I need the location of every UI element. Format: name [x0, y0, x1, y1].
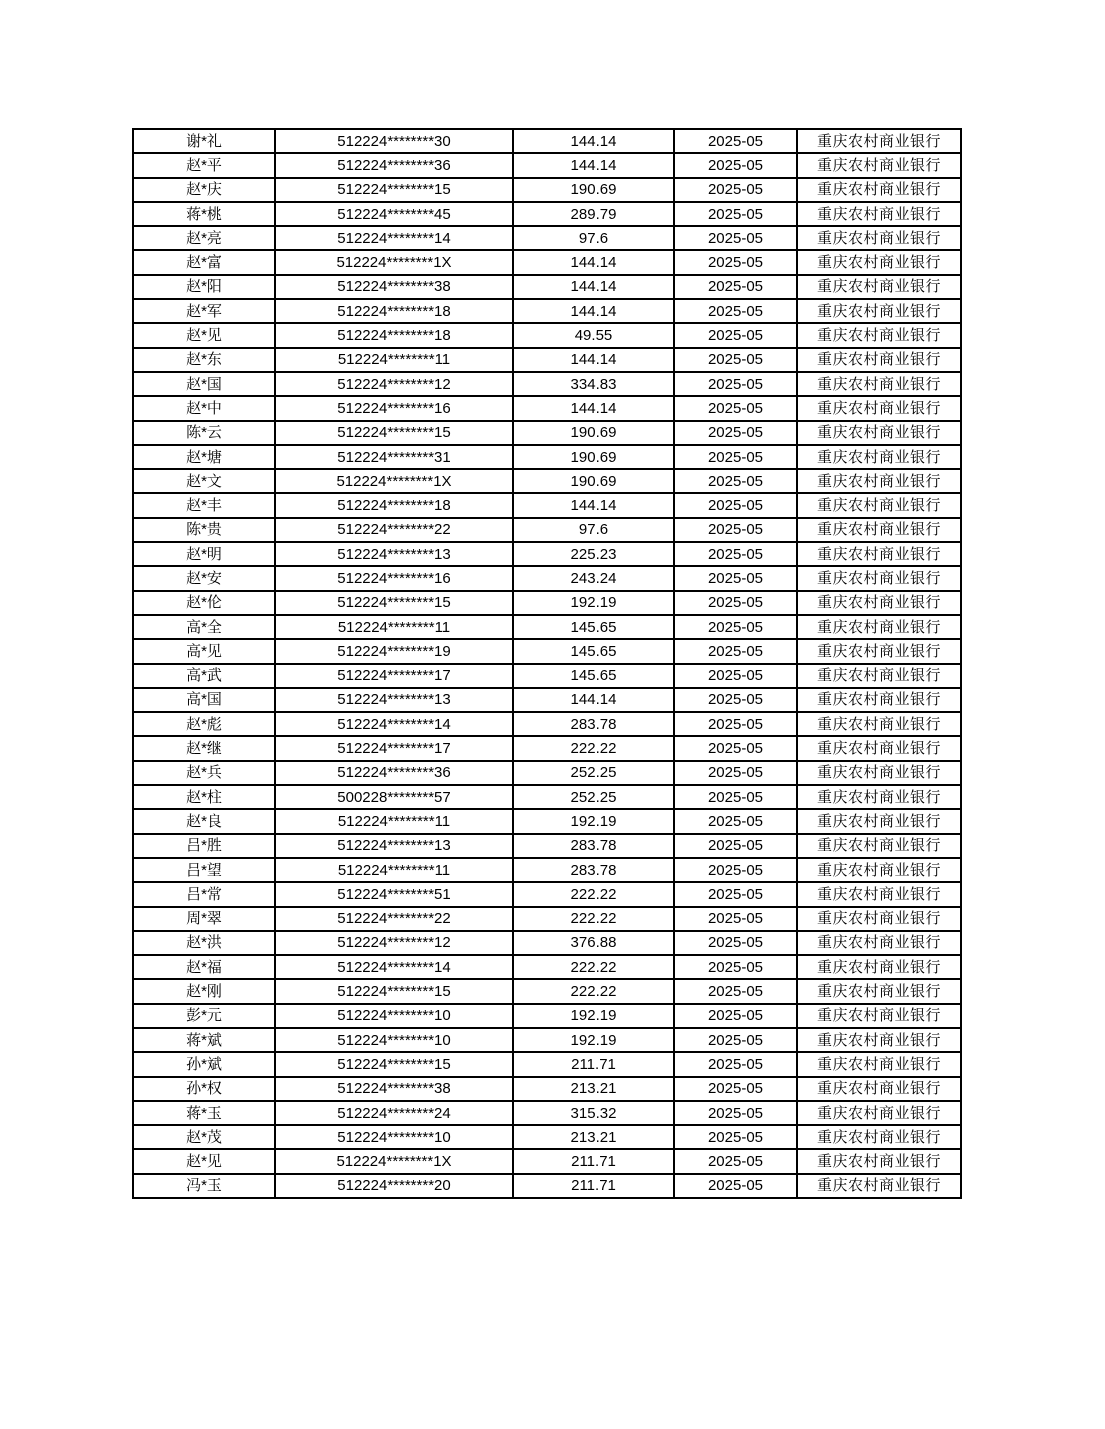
cell-bank: 重庆农村商业银行 [797, 1052, 961, 1076]
cell-id_masked: 512224********13 [275, 688, 513, 712]
cell-bank: 重庆农村商业银行 [797, 1028, 961, 1052]
cell-month: 2025-05 [674, 1174, 797, 1198]
cell-amount: 213.21 [513, 1077, 674, 1101]
cell-month: 2025-05 [674, 1077, 797, 1101]
cell-id_masked: 512224********36 [275, 761, 513, 785]
cell-bank: 重庆农村商业银行 [797, 396, 961, 420]
table-row [133, 129, 961, 153]
cell-id_masked: 512224********18 [275, 299, 513, 323]
cell-id_masked: 512224********17 [275, 736, 513, 760]
cell-month: 2025-05 [674, 518, 797, 542]
table-row [133, 979, 961, 1003]
cell-bank: 重庆农村商业银行 [797, 639, 961, 663]
cell-bank: 重庆农村商业银行 [797, 615, 961, 639]
table-row [133, 226, 961, 250]
cell-amount: 222.22 [513, 979, 674, 1003]
table-row [133, 323, 961, 347]
cell-name: 孙*斌 [133, 1052, 275, 1076]
cell-amount: 144.14 [513, 153, 674, 177]
cell-amount: 144.14 [513, 250, 674, 274]
cell-name: 蒋*玉 [133, 1101, 275, 1125]
cell-name: 赵*军 [133, 299, 275, 323]
table-row [133, 518, 961, 542]
cell-month: 2025-05 [674, 688, 797, 712]
cell-name: 赵*平 [133, 153, 275, 177]
table-row [133, 299, 961, 323]
cell-month: 2025-05 [674, 591, 797, 615]
cell-bank: 重庆农村商业银行 [797, 761, 961, 785]
cell-id_masked: 512224********12 [275, 372, 513, 396]
cell-month: 2025-05 [674, 1028, 797, 1052]
cell-amount: 144.14 [513, 396, 674, 420]
table-row [133, 202, 961, 226]
cell-name: 赵*福 [133, 955, 275, 979]
cell-amount: 145.65 [513, 639, 674, 663]
cell-name: 高*武 [133, 664, 275, 688]
cell-amount: 376.88 [513, 931, 674, 955]
cell-amount: 225.23 [513, 542, 674, 566]
cell-bank: 重庆农村商业银行 [797, 275, 961, 299]
table-row [133, 1174, 961, 1198]
table-row [133, 275, 961, 299]
cell-amount: 144.14 [513, 688, 674, 712]
cell-bank: 重庆农村商业银行 [797, 493, 961, 517]
cell-bank: 重庆农村商业银行 [797, 299, 961, 323]
cell-name: 孙*权 [133, 1077, 275, 1101]
cell-id_masked: 512224********11 [275, 809, 513, 833]
cell-name: 高*国 [133, 688, 275, 712]
cell-bank: 重庆农村商业银行 [797, 542, 961, 566]
table-row [133, 1125, 961, 1149]
cell-name: 赵*庆 [133, 178, 275, 202]
cell-id_masked: 512224********15 [275, 178, 513, 202]
cell-month: 2025-05 [674, 372, 797, 396]
cell-name: 蒋*斌 [133, 1028, 275, 1052]
cell-name: 吕*胜 [133, 834, 275, 858]
cell-amount: 144.14 [513, 348, 674, 372]
cell-id_masked: 512224********18 [275, 323, 513, 347]
cell-amount: 289.79 [513, 202, 674, 226]
cell-bank: 重庆农村商业银行 [797, 834, 961, 858]
cell-bank: 重庆农村商业银行 [797, 226, 961, 250]
cell-month: 2025-05 [674, 202, 797, 226]
cell-amount: 190.69 [513, 421, 674, 445]
cell-bank: 重庆农村商业银行 [797, 979, 961, 1003]
cell-amount: 97.6 [513, 518, 674, 542]
cell-bank: 重庆农村商业银行 [797, 1004, 961, 1028]
cell-id_masked: 512224********24 [275, 1101, 513, 1125]
cell-month: 2025-05 [674, 955, 797, 979]
cell-id_masked: 512224********16 [275, 566, 513, 590]
cell-name: 赵*伦 [133, 591, 275, 615]
cell-name: 陈*云 [133, 421, 275, 445]
cell-amount: 144.14 [513, 129, 674, 153]
cell-id_masked: 512224********31 [275, 445, 513, 469]
cell-amount: 211.71 [513, 1149, 674, 1173]
table-row [133, 153, 961, 177]
cell-bank: 重庆农村商业银行 [797, 664, 961, 688]
cell-bank: 重庆农村商业银行 [797, 129, 961, 153]
cell-name: 赵*柱 [133, 785, 275, 809]
cell-bank: 重庆农村商业银行 [797, 372, 961, 396]
cell-month: 2025-05 [674, 858, 797, 882]
cell-month: 2025-05 [674, 129, 797, 153]
cell-bank: 重庆农村商业银行 [797, 445, 961, 469]
cell-bank: 重庆农村商业银行 [797, 931, 961, 955]
cell-id_masked: 512224********16 [275, 396, 513, 420]
cell-month: 2025-05 [674, 1101, 797, 1125]
cell-name: 高*全 [133, 615, 275, 639]
cell-id_masked: 512224********12 [275, 931, 513, 955]
cell-id_masked: 500228********57 [275, 785, 513, 809]
cell-name: 吕*常 [133, 882, 275, 906]
table-row [133, 615, 961, 639]
cell-id_masked: 512224********10 [275, 1125, 513, 1149]
cell-month: 2025-05 [674, 615, 797, 639]
cell-id_masked: 512224********15 [275, 979, 513, 1003]
cell-bank: 重庆农村商业银行 [797, 178, 961, 202]
cell-amount: 49.55 [513, 323, 674, 347]
cell-month: 2025-05 [674, 469, 797, 493]
cell-amount: 144.14 [513, 493, 674, 517]
cell-amount: 213.21 [513, 1125, 674, 1149]
cell-name: 赵*洪 [133, 931, 275, 955]
table-row [133, 955, 961, 979]
cell-id_masked: 512224********14 [275, 955, 513, 979]
cell-amount: 190.69 [513, 445, 674, 469]
cell-month: 2025-05 [674, 275, 797, 299]
cell-id_masked: 512224********20 [275, 1174, 513, 1198]
cell-name: 彭*元 [133, 1004, 275, 1028]
cell-name: 陈*贵 [133, 518, 275, 542]
table-row [133, 445, 961, 469]
cell-id_masked: 512224********11 [275, 615, 513, 639]
cell-bank: 重庆农村商业银行 [797, 421, 961, 445]
cell-amount: 222.22 [513, 907, 674, 931]
cell-id_masked: 512224********38 [275, 1077, 513, 1101]
cell-amount: 222.22 [513, 882, 674, 906]
cell-bank: 重庆农村商业银行 [797, 955, 961, 979]
cell-amount: 144.14 [513, 299, 674, 323]
cell-id_masked: 512224********30 [275, 129, 513, 153]
cell-bank: 重庆农村商业银行 [797, 882, 961, 906]
cell-id_masked: 512224********13 [275, 834, 513, 858]
table-row [133, 493, 961, 517]
cell-bank: 重庆农村商业银行 [797, 1125, 961, 1149]
cell-name: 赵*安 [133, 566, 275, 590]
cell-name: 赵*刚 [133, 979, 275, 1003]
cell-id_masked: 512224********17 [275, 664, 513, 688]
cell-name: 赵*亮 [133, 226, 275, 250]
cell-id_masked: 512224********13 [275, 542, 513, 566]
table-row [133, 931, 961, 955]
cell-id_masked: 512224********45 [275, 202, 513, 226]
table-row [133, 542, 961, 566]
cell-amount: 190.69 [513, 469, 674, 493]
cell-name: 赵*明 [133, 542, 275, 566]
cell-month: 2025-05 [674, 834, 797, 858]
table-row [133, 858, 961, 882]
cell-id_masked: 512224********1X [275, 469, 513, 493]
cell-month: 2025-05 [674, 445, 797, 469]
cell-bank: 重庆农村商业银行 [797, 907, 961, 931]
table-row [133, 566, 961, 590]
cell-month: 2025-05 [674, 712, 797, 736]
cell-name: 赵*见 [133, 323, 275, 347]
table-row [133, 1052, 961, 1076]
cell-month: 2025-05 [674, 566, 797, 590]
cell-bank: 重庆农村商业银行 [797, 323, 961, 347]
cell-month: 2025-05 [674, 299, 797, 323]
cell-month: 2025-05 [674, 396, 797, 420]
cell-month: 2025-05 [674, 907, 797, 931]
table-row [133, 785, 961, 809]
cell-month: 2025-05 [674, 639, 797, 663]
cell-name: 赵*塘 [133, 445, 275, 469]
table-row [133, 372, 961, 396]
cell-bank: 重庆农村商业银行 [797, 1149, 961, 1173]
table-row [133, 1101, 961, 1125]
cell-name: 赵*国 [133, 372, 275, 396]
table-row [133, 834, 961, 858]
cell-bank: 重庆农村商业银行 [797, 712, 961, 736]
cell-name: 赵*丰 [133, 493, 275, 517]
cell-id_masked: 512224********14 [275, 226, 513, 250]
cell-bank: 重庆农村商业银行 [797, 858, 961, 882]
cell-month: 2025-05 [674, 1052, 797, 1076]
table-row [133, 809, 961, 833]
cell-id_masked: 512224********15 [275, 591, 513, 615]
table-row [133, 882, 961, 906]
cell-bank: 重庆农村商业银行 [797, 348, 961, 372]
cell-name: 赵*彪 [133, 712, 275, 736]
cell-amount: 145.65 [513, 664, 674, 688]
cell-month: 2025-05 [674, 1125, 797, 1149]
cell-amount: 192.19 [513, 591, 674, 615]
table-row [133, 1077, 961, 1101]
cell-bank: 重庆农村商业银行 [797, 202, 961, 226]
cell-id_masked: 512224********22 [275, 518, 513, 542]
cell-month: 2025-05 [674, 323, 797, 347]
cell-amount: 283.78 [513, 834, 674, 858]
cell-amount: 192.19 [513, 1004, 674, 1028]
cell-amount: 283.78 [513, 712, 674, 736]
cell-month: 2025-05 [674, 1004, 797, 1028]
cell-amount: 222.22 [513, 736, 674, 760]
cell-bank: 重庆农村商业银行 [797, 591, 961, 615]
table-row [133, 1004, 961, 1028]
cell-amount: 145.65 [513, 615, 674, 639]
table-row [133, 348, 961, 372]
cell-month: 2025-05 [674, 542, 797, 566]
cell-month: 2025-05 [674, 979, 797, 1003]
cell-bank: 重庆农村商业银行 [797, 250, 961, 274]
cell-month: 2025-05 [674, 250, 797, 274]
cell-id_masked: 512224********10 [275, 1004, 513, 1028]
cell-name: 谢*礼 [133, 129, 275, 153]
table-row [133, 1149, 961, 1173]
cell-id_masked: 512224********1X [275, 250, 513, 274]
cell-amount: 283.78 [513, 858, 674, 882]
table-row [133, 396, 961, 420]
cell-id_masked: 512224********22 [275, 907, 513, 931]
cell-month: 2025-05 [674, 1149, 797, 1173]
cell-name: 高*见 [133, 639, 275, 663]
cell-month: 2025-05 [674, 761, 797, 785]
cell-amount: 315.32 [513, 1101, 674, 1125]
cell-id_masked: 512224********38 [275, 275, 513, 299]
cell-name: 赵*阳 [133, 275, 275, 299]
cell-month: 2025-05 [674, 809, 797, 833]
cell-name: 周*翠 [133, 907, 275, 931]
cell-month: 2025-05 [674, 153, 797, 177]
cell-id_masked: 512224********1X [275, 1149, 513, 1173]
cell-amount: 334.83 [513, 372, 674, 396]
table-row [133, 591, 961, 615]
cell-month: 2025-05 [674, 664, 797, 688]
cell-amount: 192.19 [513, 809, 674, 833]
cell-id_masked: 512224********51 [275, 882, 513, 906]
cell-id_masked: 512224********11 [275, 348, 513, 372]
cell-id_masked: 512224********19 [275, 639, 513, 663]
cell-bank: 重庆农村商业银行 [797, 785, 961, 809]
cell-id_masked: 512224********14 [275, 712, 513, 736]
table-row [133, 639, 961, 663]
cell-month: 2025-05 [674, 931, 797, 955]
cell-amount: 211.71 [513, 1174, 674, 1198]
cell-name: 赵*富 [133, 250, 275, 274]
table-row [133, 712, 961, 736]
cell-bank: 重庆农村商业银行 [797, 1077, 961, 1101]
cell-bank: 重庆农村商业银行 [797, 688, 961, 712]
cell-amount: 222.22 [513, 955, 674, 979]
cell-id_masked: 512224********11 [275, 858, 513, 882]
cell-month: 2025-05 [674, 421, 797, 445]
cell-bank: 重庆农村商业银行 [797, 1174, 961, 1198]
cell-amount: 97.6 [513, 226, 674, 250]
cell-id_masked: 512224********15 [275, 1052, 513, 1076]
cell-id_masked: 512224********15 [275, 421, 513, 445]
cell-bank: 重庆农村商业银行 [797, 736, 961, 760]
cell-name: 赵*兵 [133, 761, 275, 785]
table-body [133, 129, 961, 1198]
cell-name: 吕*望 [133, 858, 275, 882]
table-row [133, 469, 961, 493]
cell-month: 2025-05 [674, 178, 797, 202]
cell-name: 赵*茂 [133, 1125, 275, 1149]
cell-amount: 243.24 [513, 566, 674, 590]
cell-name: 赵*继 [133, 736, 275, 760]
cell-month: 2025-05 [674, 882, 797, 906]
table-row [133, 761, 961, 785]
cell-amount: 190.69 [513, 178, 674, 202]
table-row [133, 421, 961, 445]
table-row [133, 907, 961, 931]
cell-bank: 重庆农村商业银行 [797, 809, 961, 833]
cell-amount: 211.71 [513, 1052, 674, 1076]
table-row [133, 178, 961, 202]
table-row [133, 250, 961, 274]
payment-table [132, 128, 962, 1199]
cell-id_masked: 512224********10 [275, 1028, 513, 1052]
cell-amount: 144.14 [513, 275, 674, 299]
cell-amount: 252.25 [513, 761, 674, 785]
cell-name: 赵*东 [133, 348, 275, 372]
cell-name: 冯*玉 [133, 1174, 275, 1198]
cell-bank: 重庆农村商业银行 [797, 518, 961, 542]
cell-name: 赵*见 [133, 1149, 275, 1173]
cell-month: 2025-05 [674, 493, 797, 517]
cell-id_masked: 512224********36 [275, 153, 513, 177]
cell-bank: 重庆农村商业银行 [797, 469, 961, 493]
cell-bank: 重庆农村商业银行 [797, 1101, 961, 1125]
cell-amount: 252.25 [513, 785, 674, 809]
table-row [133, 1028, 961, 1052]
cell-month: 2025-05 [674, 785, 797, 809]
table-row [133, 664, 961, 688]
cell-name: 蒋*桃 [133, 202, 275, 226]
cell-id_masked: 512224********18 [275, 493, 513, 517]
cell-name: 赵*文 [133, 469, 275, 493]
cell-name: 赵*良 [133, 809, 275, 833]
cell-bank: 重庆农村商业银行 [797, 566, 961, 590]
cell-bank: 重庆农村商业银行 [797, 153, 961, 177]
cell-month: 2025-05 [674, 736, 797, 760]
table-row [133, 736, 961, 760]
cell-month: 2025-05 [674, 348, 797, 372]
table-row [133, 688, 961, 712]
cell-month: 2025-05 [674, 226, 797, 250]
cell-amount: 192.19 [513, 1028, 674, 1052]
cell-name: 赵*中 [133, 396, 275, 420]
